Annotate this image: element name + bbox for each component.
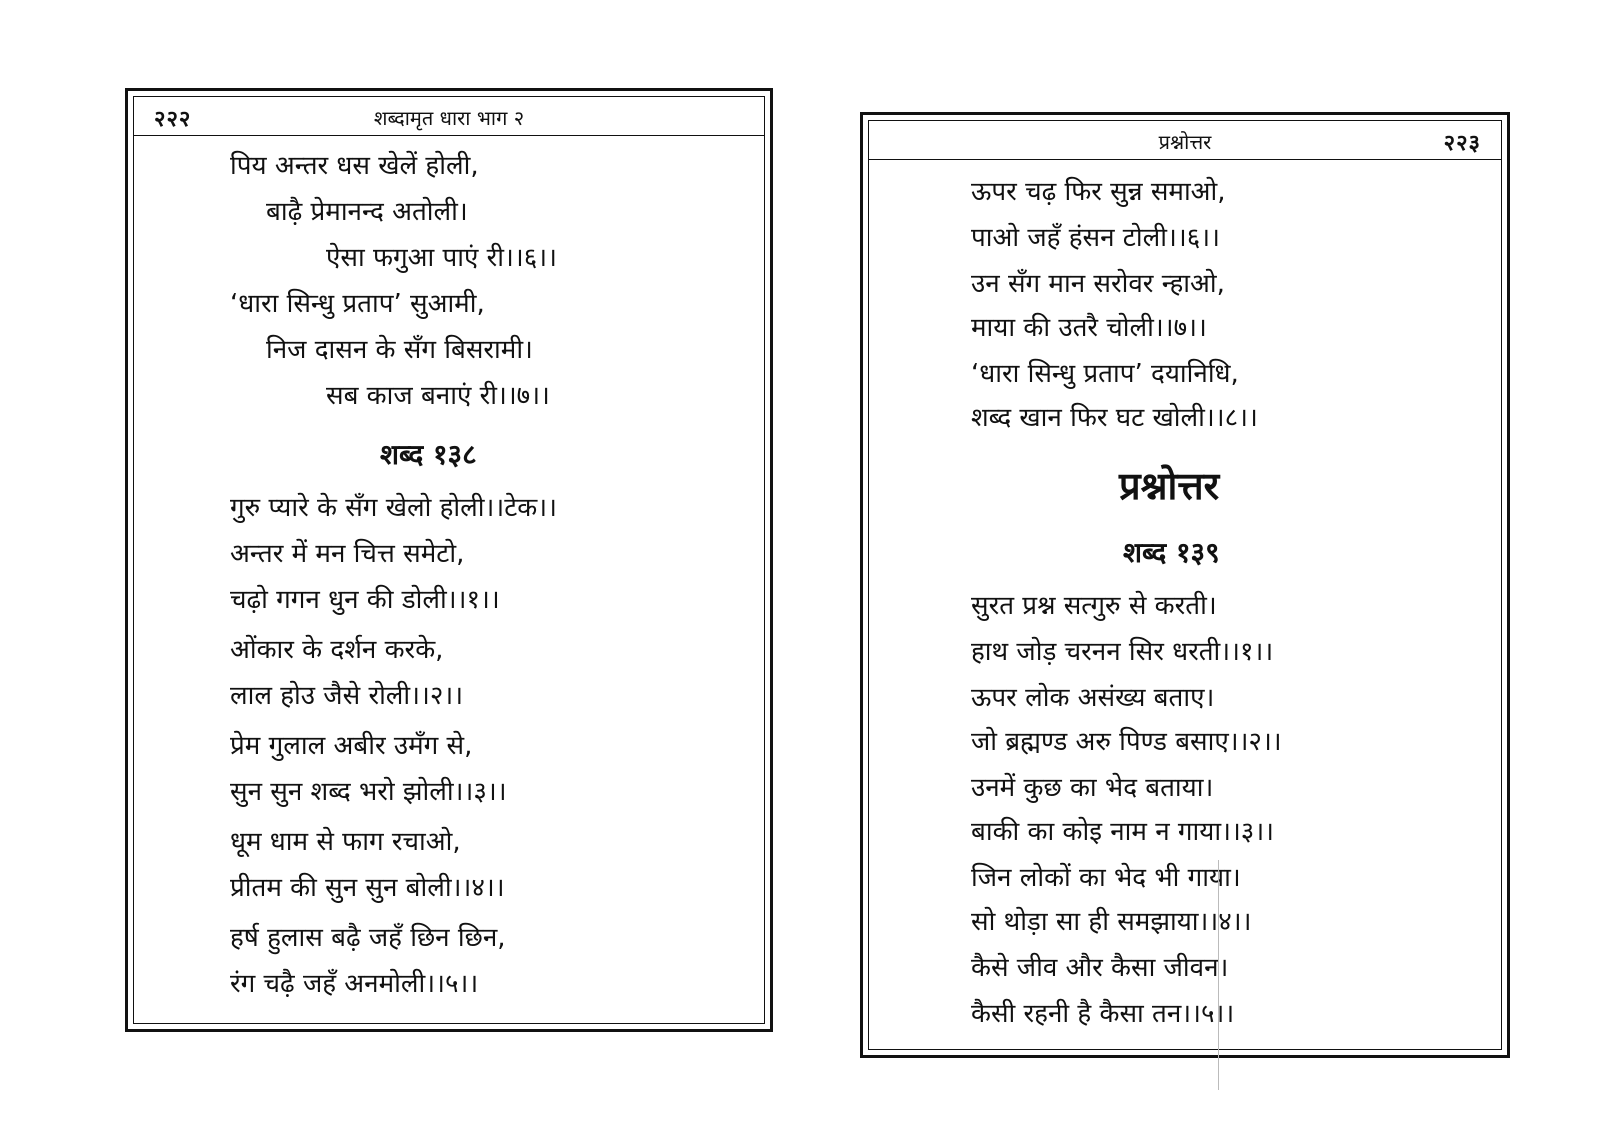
right-verse-line: शब्द खान फिर घट खोली।।८।।: [971, 403, 1258, 433]
left-page-number: २२२: [154, 107, 192, 132]
right-page: [860, 112, 1510, 1058]
left-verse-line: गुरु प्यारे के सँग खेलो होली।।टेक।।: [230, 493, 557, 523]
right-verse-line: उन सँग मान सरोवर न्हाओ,: [971, 269, 1225, 299]
left-verse-line: सुन सुन शब्द भरो झोली।।३।।: [230, 777, 507, 807]
left-verse-line: रंग चढ़ै जहँ अनमोली।।५।।: [230, 969, 479, 999]
left-verse-line: पिय अन्तर धस खेलें होली,: [230, 151, 479, 181]
right-verse-line: ‘धारा सिन्धु प्रताप’ दयानिधि,: [971, 359, 1239, 389]
left-verse-line: चढ़ो गगन धुन की डोली।।१।।: [230, 585, 500, 615]
left-verse-line: सब काज बनाएं री।।७।।: [326, 381, 550, 411]
left-running-title: शब्दामृत धारा भाग २: [373, 106, 525, 130]
left-verse-line: ऐसा फगुआ पाएं री।।६।।: [326, 243, 557, 273]
right-verse-line: कैसे जीव और कैसा जीवन।: [971, 953, 1229, 983]
right-page-header: [869, 121, 1501, 160]
right-verse-line: ऊपर लोक असंख्य बताए।: [971, 683, 1215, 713]
right-verse-line: माया की उतरै चोली।।७।।: [971, 313, 1207, 343]
right-verse-line: सुरत प्रश्न सत्गुरु से करती।: [971, 591, 1217, 621]
left-verse-line: निज दासन के सँग बिसरामी।: [266, 335, 533, 365]
left-verse-line: हर्ष हुलास बढ़ै जहँ छिन छिन,: [230, 923, 506, 953]
left-verse-line: ओंकार के दर्शन करके,: [230, 635, 444, 665]
left-verse-line: प्रीतम की सुन सुन बोली।।४।।: [230, 873, 505, 903]
chapter-heading: प्रश्नोत्तर: [1119, 464, 1220, 508]
right-verse-line: ऊपर चढ़ फिर सुन्न समाओ,: [971, 177, 1226, 207]
left-verse-line: ‘धारा सिन्धु प्रताप’ सुआमी,: [230, 289, 485, 319]
right-verse-line: पाओ जहँ हंसन टोली।।६।।: [971, 223, 1220, 253]
left-verse-line: प्रेम गुलाल अबीर उमँग से,: [230, 731, 473, 761]
right-verse-line: बाकी का कोइ नाम न गाया।।३।।: [971, 817, 1275, 847]
right-verse-line: सो थोड़ा सा ही समझाया।।४।।: [971, 907, 1252, 937]
right-page-number: २२३: [1443, 131, 1481, 156]
left-verse-line: धूम धाम से फाग रचाओ,: [230, 827, 461, 857]
right-verse-line: उनमें कुछ का भेद बताया।: [971, 773, 1214, 803]
scan-seam: [1218, 860, 1219, 1090]
right-section-heading: शब्द १३९: [1123, 536, 1220, 569]
left-page-header: [134, 97, 764, 136]
left-verse-line: अन्तर में मन चित्त समेटो,: [230, 539, 465, 569]
left-section-heading: शब्द १३८: [380, 438, 477, 471]
right-running-title: प्रश्नोत्तर: [1158, 130, 1212, 154]
left-verse-line: बाढ़ै प्रेमानन्द अतोली।: [266, 197, 468, 227]
right-verse-line: जो ब्रह्मण्ड अरु पिण्ड बसाए।।२।।: [971, 727, 1282, 757]
right-verse-line: जिन लोकों का भेद भी गाया।: [971, 863, 1241, 893]
right-verse-line: हाथ जोड़ चरनन सिर धरती।।१।।: [971, 637, 1274, 667]
left-page: [125, 88, 773, 1032]
right-verse-line: कैसी रहनी है कैसा तन।।५।।: [971, 999, 1235, 1029]
left-verse-line: लाल होउ जैसे रोली।।२।।: [230, 681, 464, 711]
